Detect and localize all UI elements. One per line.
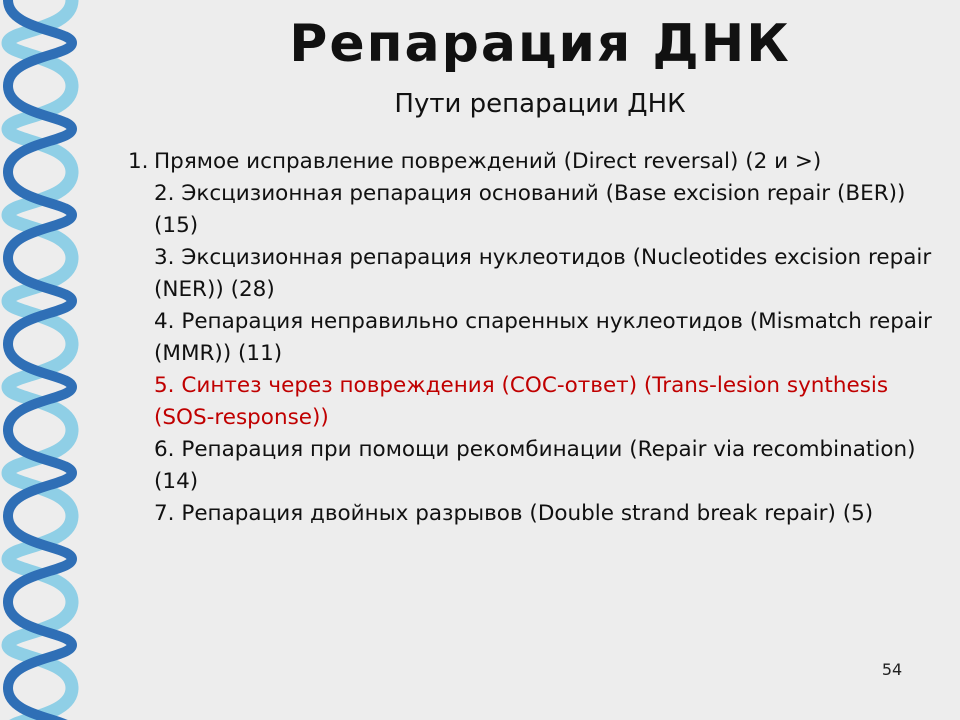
- dna-helix-decoration: [0, 0, 90, 720]
- list-item-number: 1.: [128, 149, 149, 174]
- repair-pathways-list: [128, 146, 948, 530]
- list-item: 6. Репарация при помощи рекомбинации (Repair via recombination) (14): [154, 437, 916, 494]
- list-item: 2. Эксцизионная репарация оснований (Base excision repair (BER)) (15): [154, 181, 906, 238]
- list-item: 4. Репарация неправильно спаренных нуклеотидов (Mismatch repair (MMR)) (11): [154, 309, 932, 366]
- list-item: 3. Эксцизионная репарация нуклеотидов (Nucleotides excision repair (NER)) (28): [154, 245, 932, 302]
- list-item: [128, 146, 948, 178]
- slide-subtitle: Пути репарации ДНК: [394, 89, 686, 119]
- list-item-text: Прямое исправление повреждений (Direct reversal) (2 и >): [154, 149, 822, 174]
- slide-title: Репарация ДНК: [289, 14, 791, 74]
- page-number: 54: [881, 660, 903, 679]
- list-item: 7. Репарация двойных разрывов (Double strand break repair) (5): [154, 501, 874, 526]
- list-item-highlighted: 5. Синтез через повреждения (СОС-ответ) (Trans-lesion synthesis (SOS-response)): [154, 373, 889, 430]
